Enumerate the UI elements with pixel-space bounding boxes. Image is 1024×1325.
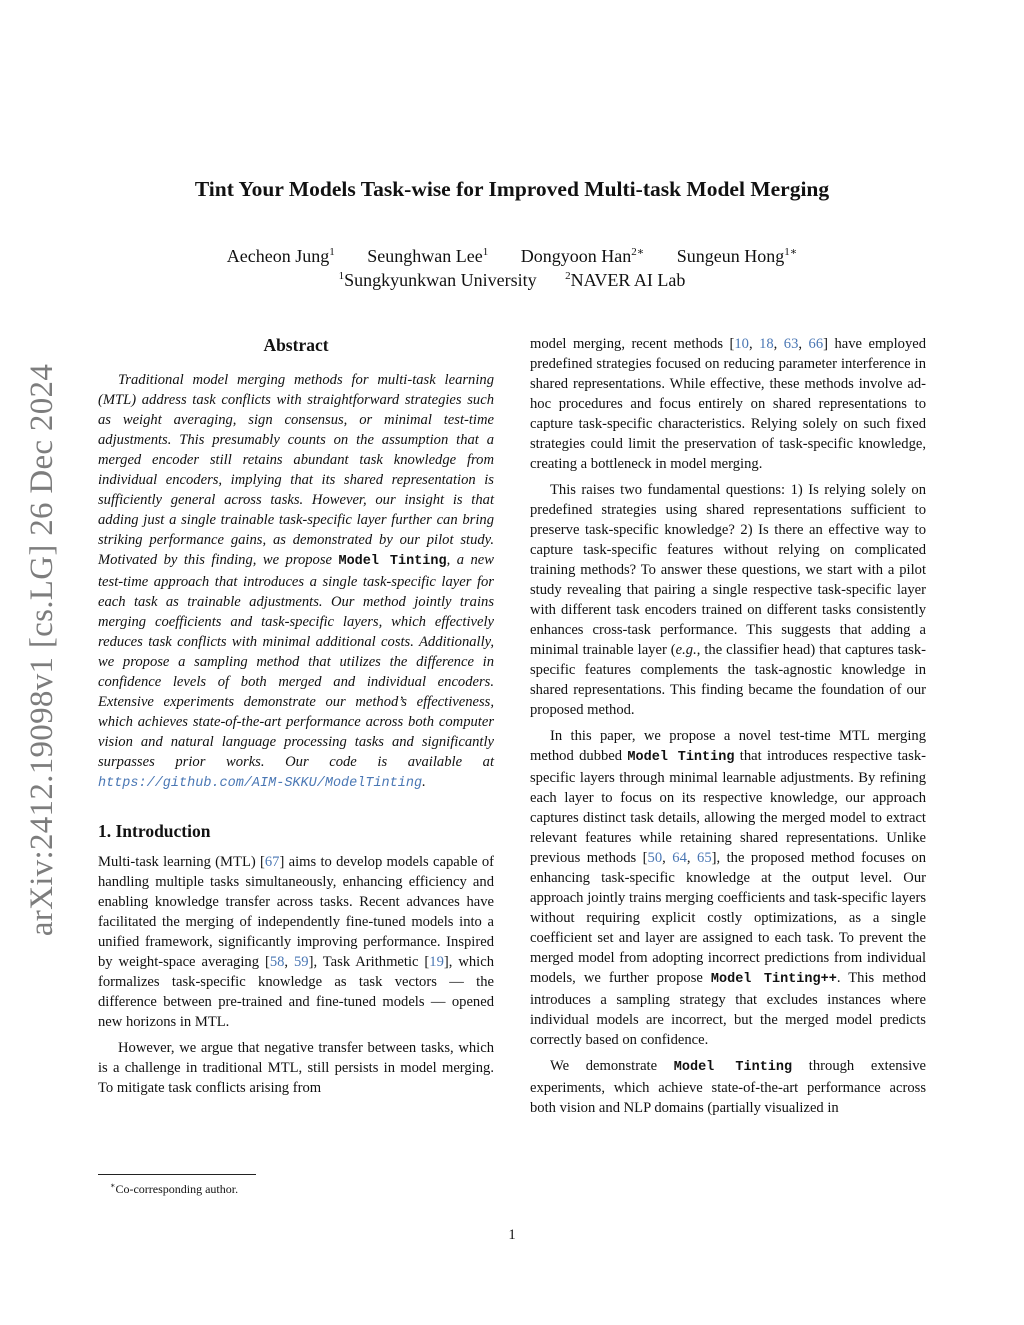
section-heading-introduction: 1. Introduction xyxy=(98,821,211,841)
citation-link[interactable]: 50 xyxy=(647,850,663,866)
abstract-heading: Abstract xyxy=(263,335,329,355)
footnote: ∗Co-corresponding author. xyxy=(110,1181,239,1196)
affiliation-2: $^2$NAVER AI Lab xyxy=(565,270,686,290)
citation-link[interactable]: 63 xyxy=(783,336,799,352)
footnote-divider xyxy=(98,1174,256,1175)
method-name: Model Tinting xyxy=(338,554,447,569)
method-name: Model Tinting++ xyxy=(710,972,837,987)
method-name: Model Tinting xyxy=(627,750,735,765)
citation-link[interactable]: 67 xyxy=(264,854,280,870)
author-2: Seunghwan Lee$^1$ xyxy=(367,246,489,266)
citation-link[interactable]: 19 xyxy=(429,954,444,970)
paper-title: Tint Your Models Task-wise for Improved Multi-task Model Merging xyxy=(194,177,830,201)
citation-link[interactable]: 64 xyxy=(672,850,687,866)
affiliation-1: $^1$Sungkyunkwan University xyxy=(338,270,537,290)
intro-paragraph-2: However, we argue that negative transfer between tasks, which is a challenge in traditional MTL, still persists in model merging. To mitigate task conflicts arising from xyxy=(98,1040,494,1096)
arxiv-sidebar xyxy=(0,0,80,1325)
intro-paragraph-5: In this paper, we propose a novel test-time MTL merging method dubbed Model Tinting that introduces respective task-specific layers through minimal learnable adjustments. By refining each layer to focus on its respective knowledge, our approach captures distinct task details, allowing the merged model to extract relevant features while retaining shared representations. Unlike previous methods [50, 64, 65], the proposed method focuses on enhancing task-specific knowledge at the output level. Our approach jointly trains merging coefficients and task-specific layers without requiring explicit costly optimizations, as a single coefficient set and layer are assigned to each task. To prevent the merged model from adopting incorrect predictions from individual models, we further propose Model Tinting++. This method introduces a sampling strategy that excludes instances where individual models are incorrect, but the merged model predicts correctly based on confidence. xyxy=(530,728,927,1048)
intro-paragraph-6: We demonstrate Model Tinting through extensive experiments, which achieve state-of-the-art performance across both vision and NLP domains (partially visualized in xyxy=(530,1058,926,1116)
author-1: Aecheon Jung$^1$ xyxy=(226,246,335,266)
page-number: 1 xyxy=(508,1227,516,1243)
citation-link[interactable]: 58 xyxy=(269,954,285,970)
abstract-body: Traditional model merging methods for multi-task learning (MTL) address task conflicts with straightforward strategies such as weight averaging, sign consensus, or minimal test-time adjustments. This presumably counts on the assumption that a merged encoder still retains abundant task knowledge from individual encoders, implying that its shared representation is sufficiently general across tasks. However, our insight is that adding just a single trainable task-specific layer further can bring striking performance gains, as demonstrated by our pilot study. Motivated by this finding, we propose Model Tinting, a new test-time approach that introduces a single task-specific layer for each task as trainable adjustments. Our method jointly trains merging coefficients and task-specific layers, which effectively reduces task conflicts with minimal additional costs. Additionally, we propose a sampling method that utilizes the difference in confidence levels of both merged and individual encoders. Extensive experiments demonstrate our method’s effectiveness, which achieves state-of-the-art performance across both computer vision and natural language processing tasks and significantly surpasses prior works. Our code is available at https://github.com/AIM-SKKU/ModelTinting. xyxy=(98,372,494,791)
author-3: Dongyoon Han$^{2∗}$ xyxy=(520,246,645,266)
code-link[interactable]: https://github.com/AIM-SKKU/ModelTinting xyxy=(98,776,423,791)
citation-link[interactable]: 18 xyxy=(759,336,774,352)
affiliation-list xyxy=(100,264,924,292)
method-name: Model Tinting xyxy=(673,1060,793,1075)
left-column xyxy=(98,334,494,1098)
author-4: Sungeun Hong$^{1∗}$ xyxy=(676,246,798,266)
citation-link[interactable]: 66 xyxy=(808,336,824,352)
intro-paragraph-1: Multi-task learning (MTL) [67] aims to develop models capable of handling multiple tasks simultaneously, enhancing efficiency and enabling knowledge transfer across tasks. Recent advances have facilitated the merging of independently fine-tuned models into a unified framework, significantly improving performance. Inspired by weight-space averaging [58, 59], Task Arithmetic [19], which formalizes task-specific knowledge as task vectors — the difference between pre-trained and fine-tuned models — opened new horizons in MTL. xyxy=(98,854,495,1030)
right-column xyxy=(530,334,926,1118)
intro-paragraph-3: model merging, recent methods [10, 18, 63, 66] have employed predefined strategies focused on reducing parameter interference in shared representations. While effective, these methods involve ad-hoc procedures and focus entirely on shared representations to capture task-specific characteristics. Relying solely on such fixed strategies could limit the preservation of task-specific knowledge, creating a bottleneck in model merging. xyxy=(530,336,927,472)
citation-link[interactable]: 10 xyxy=(734,336,749,352)
intro-paragraph-4: This raises two fundamental questions: 1) Is relying solely on predefined strategies using shared representations sufficient to preserve task-specific knowledge? 2) Is there an effective way to capture task-specific features without relying on complicated training methods? To answer these questions, we start with a pilot study revealing that pairing a single respective task-specific layer with different task encoders trained on different tasks consistently enhances cross-task performance. This suggests that adding a minimal trainable layer (e.g., the classifier head) that captures task-specific features complements the task-agnostic knowledge in shared representations. This finding became the foundation of our proposed method. xyxy=(530,482,926,718)
arxiv-identifier: arXiv:2412.19098v1 [cs.LG] 26 Dec 2024 xyxy=(24,363,60,937)
citation-link[interactable]: 59 xyxy=(294,954,309,970)
citation-link[interactable]: 65 xyxy=(697,850,712,866)
